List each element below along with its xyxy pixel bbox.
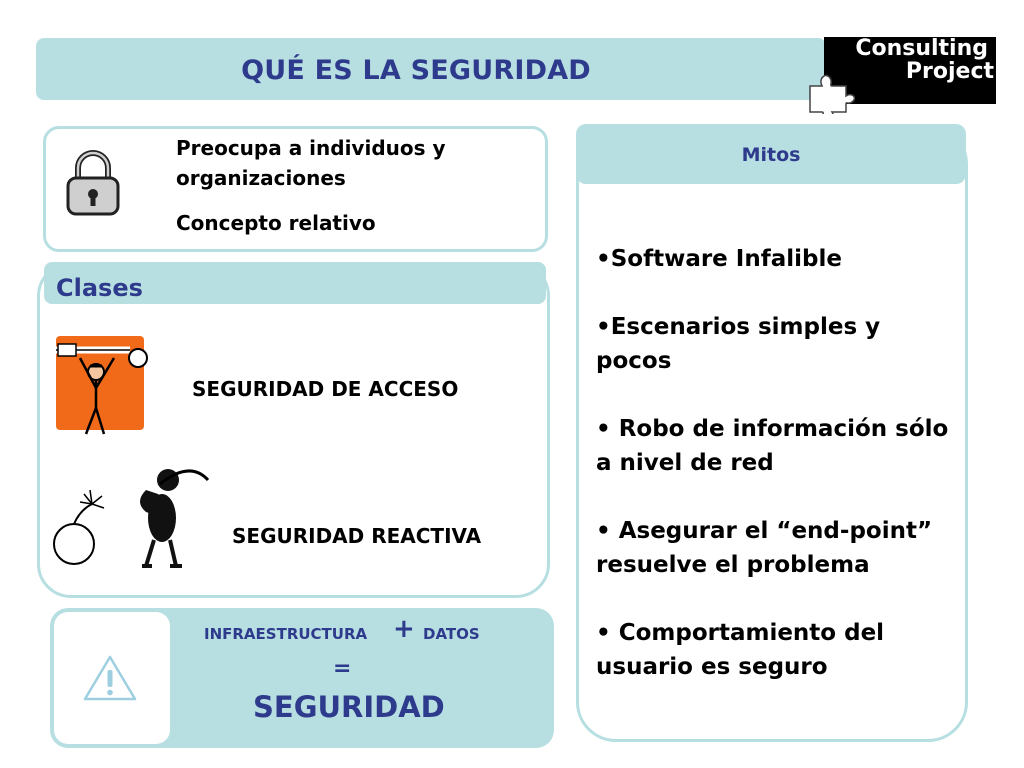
clase-label-acceso: SEGURIDAD DE ACCESO [192, 377, 459, 401]
page-title: QUÉ ES LA SEGURIDAD [241, 55, 591, 86]
mito-5-line-2: usuario es seguro [596, 654, 828, 680]
list-item [596, 616, 962, 684]
puzzle-piece-icon [806, 66, 870, 114]
key-figure-icon [50, 334, 154, 438]
mito-3-line-2: a nivel de red [596, 450, 774, 476]
mito-3-line-1: • Robo de información sólo [596, 416, 949, 442]
list-item [596, 310, 962, 378]
equation-plus: + [393, 614, 415, 644]
list-item [596, 412, 962, 480]
mito-4-line-1: • Asegurar el “end-point” [596, 518, 933, 544]
mito-4-line-2: resuelve el problema [596, 552, 870, 578]
intro-line-2: organizaciones [176, 166, 346, 190]
list-item [596, 242, 962, 276]
clase-label-reactiva: SEGURIDAD REACTIVA [232, 524, 482, 548]
padlock-icon [64, 148, 122, 218]
mito-1-line-1: •Software Infalible [596, 246, 842, 272]
bomb-figure-icon [50, 462, 220, 574]
mito-5-line-1: • Comportamiento del [596, 620, 885, 646]
warning-icon [82, 654, 138, 702]
mitos-title: Mitos [741, 144, 801, 166]
equation-term-datos: DATOS [423, 625, 480, 643]
logo-text-line2: Project [905, 59, 994, 84]
intro-line-3: Concepto relativo [176, 211, 376, 235]
mitos-list [596, 242, 962, 718]
logo-text-line1: Consulting [855, 36, 988, 61]
equation-equals: = [333, 656, 352, 681]
mito-2-line-2: pocos [596, 348, 672, 374]
list-item [596, 514, 962, 582]
mito-2-line-1: •Escenarios simples y [596, 314, 881, 340]
clases-title: Clases [56, 274, 143, 302]
equation-result: SEGURIDAD [253, 690, 445, 724]
equation-term-infraestructura: INFRAESTRUCTURA [204, 625, 368, 643]
intro-line-1: Preocupa a individuos y [176, 136, 446, 160]
